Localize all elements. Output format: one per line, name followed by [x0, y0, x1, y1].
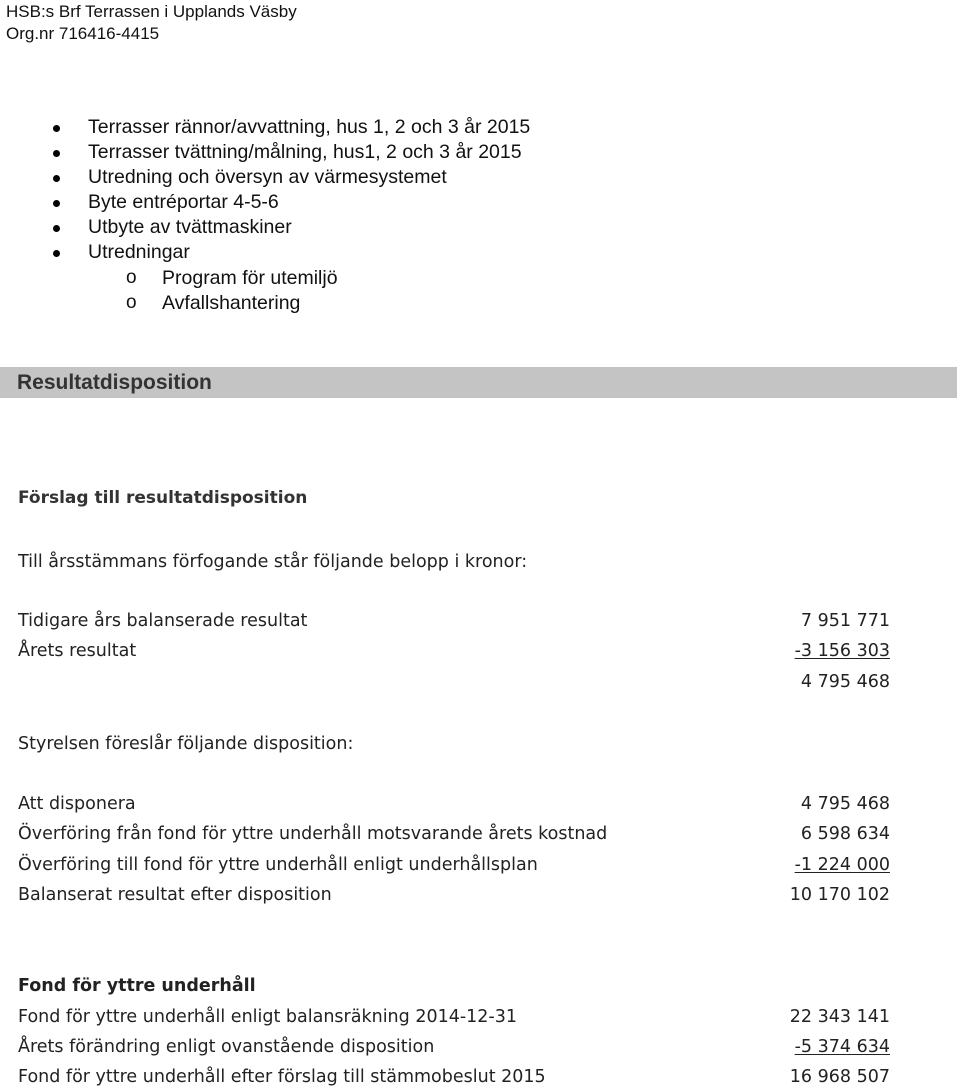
bullet-icon [53, 125, 60, 132]
section-title: Resultatdisposition [17, 371, 212, 394]
row-label: Överföring från fond för yttre underhåll motsvarande årets kostnad [18, 824, 608, 844]
row-sum-value: 4 795 468 [800, 672, 890, 692]
board-text: Styrelsen föreslår följande disposition: [18, 734, 354, 754]
row-value: 22 343 141 [789, 1007, 890, 1027]
list-item: Utredningar [88, 241, 190, 263]
row-value: -5 374 634 [794, 1037, 890, 1057]
row-label: Årets förändring enligt ovanstående disposition [18, 1037, 435, 1057]
row-value: -3 156 303 [794, 641, 890, 661]
bullet-icon [53, 175, 60, 182]
org-number: Org.nr 716416-4415 [6, 24, 160, 43]
bullet-icon [53, 250, 60, 257]
row-label: Tidigare års balanserade resultat [18, 611, 308, 631]
row-value: 4 795 468 [800, 794, 890, 814]
sub-bullet-marker: o [126, 267, 137, 288]
list-item: Byte entréportar 4-5-6 [88, 191, 279, 213]
row-value: 16 968 507 [789, 1067, 890, 1087]
sub-bullet-marker: o [126, 292, 137, 313]
bullet-icon [53, 200, 60, 207]
list-item: Utredning och översyn av värmesystemet [88, 166, 447, 188]
fund-heading: Fond för yttre underhåll [18, 976, 256, 996]
row-value: -1 224 000 [794, 855, 890, 875]
sub-list-item: Avfallshantering [162, 292, 301, 314]
sub-list-item: Program för utemiljö [162, 267, 338, 289]
row-label: Fond för yttre underhåll enligt balansräkning 2014-12-31 [18, 1007, 518, 1027]
list-item: Utbyte av tvättmaskiner [88, 216, 292, 238]
row-value: 10 170 102 [789, 885, 890, 905]
proposal-intro: Till årsstämmans förfogande står följande belopp i kronor: [18, 552, 528, 572]
row-value: 7 951 771 [800, 611, 890, 631]
list-item: Terrasser tvättning/målning, hus1, 2 och 3 år 2015 [88, 141, 522, 163]
row-label: Fond för yttre underhåll efter förslag till stämmobeslut 2015 [18, 1067, 546, 1087]
row-value: 6 598 634 [800, 824, 890, 844]
bullet-icon [53, 150, 60, 157]
proposal-heading: Förslag till resultatdisposition [18, 488, 308, 508]
row-label: Att disponera [18, 794, 136, 814]
row-label: Årets resultat [18, 641, 137, 661]
row-label: Överföring till fond för yttre underhåll enligt underhållsplan [18, 855, 538, 875]
row-label: Balanserat resultat efter disposition [18, 885, 332, 905]
org-name: HSB:s Brf Terrassen i Upplands Väsby [6, 2, 297, 21]
list-item: Terrasser rännor/avvattning, hus 1, 2 och 3 år 2015 [88, 116, 531, 138]
bullet-icon [53, 225, 60, 232]
